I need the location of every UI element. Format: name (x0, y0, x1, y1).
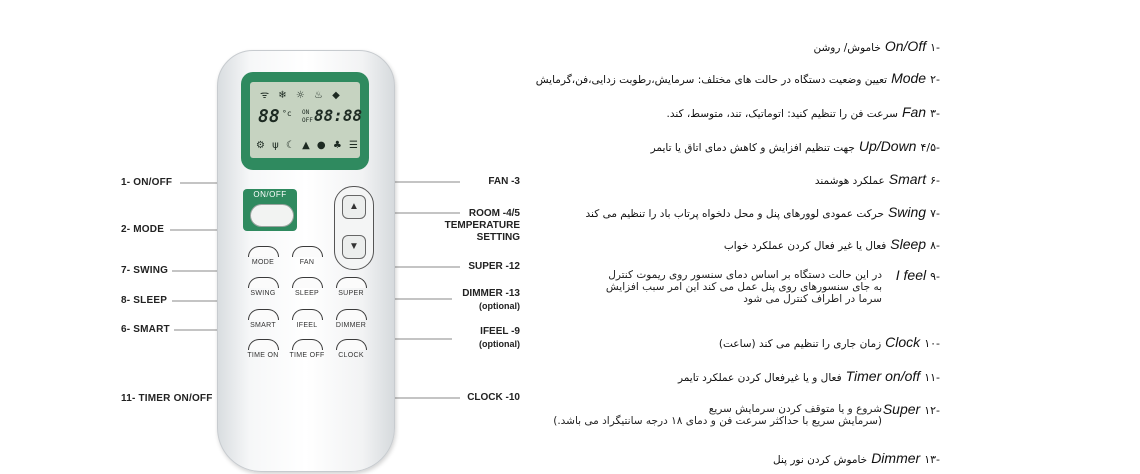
list-item-clock: -۱۰Clockزمان جاری را تنظیم می کند (ساعت) (718, 334, 940, 350)
onoff-label: ON/OFF (253, 190, 287, 199)
lcd-screen (250, 82, 363, 158)
mode-label: MODE (251, 259, 275, 266)
left-label-onoff: 1- ON/OFF (121, 177, 173, 188)
clock-label: CLOCK (338, 352, 364, 359)
left-label-smart: 6- SMART (121, 324, 170, 335)
temperature-rocker (334, 186, 374, 270)
super-description: شروع و یا متوقف کردن سرمایش سریع (سرمایش سریع با حداکثر سرعت فن و دمای ۱۸ درجه سانتیگراد می باشد.) (553, 403, 882, 427)
list-item-swing: -۷Swingحرکت عمودی لوورهای پنل و محل دلخواه پرتاب باد را تنظیم می کند (585, 204, 940, 220)
lcd-degree: °c (282, 109, 292, 118)
sleep-button[interactable] (292, 277, 323, 288)
super-label: SUPER (338, 290, 364, 297)
list-item-ifeel: -۹I feel (895, 267, 940, 283)
left-label-mode: 2- MODE (121, 224, 165, 235)
list-item-smart: -۶Smartعملکرد هوشمند (814, 171, 940, 187)
ifeel-description: در این حالت دستگاه بر اساس دمای سنسور روی ریموت کنترل به جای سنسورهای روی پنل عمل می کند این امر سبب افزایش سرما در اطراف کنترل می شود (605, 269, 882, 305)
list-item-mode: -۲Modeتعیین وضعیت دستگاه در حالت های مختلف: سرمایش،رطوبت زدایی،فن،گرمایش (535, 70, 940, 86)
clock-button[interactable] (336, 339, 367, 350)
time-on-label: TIME ON (247, 352, 279, 359)
up-button[interactable] (342, 195, 366, 219)
list-item-updown: -۴/۵Up/Downجهت تنظیم افزایش و کاهش دمای اتاق یا تایمر (650, 138, 940, 154)
ifeel-button[interactable] (292, 309, 323, 320)
mode-button[interactable] (248, 246, 279, 257)
left-label-timer: 11- TIMER ON/OFF (121, 393, 213, 404)
right-label-fan: FAN -3 (488, 176, 520, 187)
lcd-clock: 88:88 (314, 106, 363, 125)
fan-label: FAN (299, 259, 315, 266)
list-item-sleep: -۸Sleepفعال یا غیر فعال کردن عملکرد خواب (723, 236, 940, 252)
list-item-timer: -۱۱Timer on/offفعال و یا غیرفعال کردن عملکرد تایمر (677, 368, 940, 384)
down-button[interactable] (342, 235, 366, 259)
sleep-label: SLEEP (294, 290, 320, 297)
lcd-mode-icons: ᯤ ❄ ☼ ♨ ◆ (260, 90, 343, 101)
onoff-button[interactable] (250, 204, 294, 227)
right-label-super: SUPER -12 (468, 261, 520, 272)
smart-button[interactable] (248, 309, 279, 320)
right-label-dimmer: DIMMER -13 (optional) (462, 288, 520, 311)
right-label-clock: CLOCK -10 (467, 392, 520, 403)
smart-label: SMART (250, 322, 276, 329)
list-item-super: -۱۲Super (882, 401, 940, 417)
time-off-label: TIME OFF (289, 352, 325, 359)
super-button[interactable] (336, 277, 367, 288)
lcd-temperature: 88 (258, 106, 280, 127)
ifeel-label: IFEEL (296, 322, 318, 329)
right-label-ifeel: IFEEL -9 (optional) (479, 326, 520, 349)
swing-button[interactable] (248, 277, 279, 288)
list-item-dimmer: -۱۳Dimmerخاموش کردن نور پنل (772, 450, 940, 466)
fan-button[interactable] (292, 246, 323, 257)
lcd-status-icons: ⚙ ψ ☾ ▲ ● ♣ ☰ (256, 140, 360, 151)
list-item-fan: -۳Fanسرعت فن را تنظیم کنید: اتوماتیک، تند، متوسط، کند. (666, 104, 940, 120)
time-on-button[interactable] (248, 339, 279, 350)
arrow-up-icon: ▲ (349, 201, 359, 212)
dimmer-label: DIMMER (335, 322, 367, 329)
dimmer-button[interactable] (336, 309, 367, 320)
swing-label: SWING (250, 290, 276, 297)
list-item-onoff: -۱On/Offخاموش/ روشن (813, 38, 940, 54)
time-off-button[interactable] (292, 339, 323, 350)
left-label-swing: 7- SWING (121, 265, 169, 276)
left-label-sleep: 8- SLEEP (121, 295, 168, 306)
lcd-on-label: ON (302, 109, 310, 116)
lcd-off-label: OFF (302, 117, 313, 124)
arrow-down-icon: ▼ (349, 241, 359, 252)
right-label-room: ROOM -4/5 TEMPERATURE SETTING (444, 208, 520, 243)
